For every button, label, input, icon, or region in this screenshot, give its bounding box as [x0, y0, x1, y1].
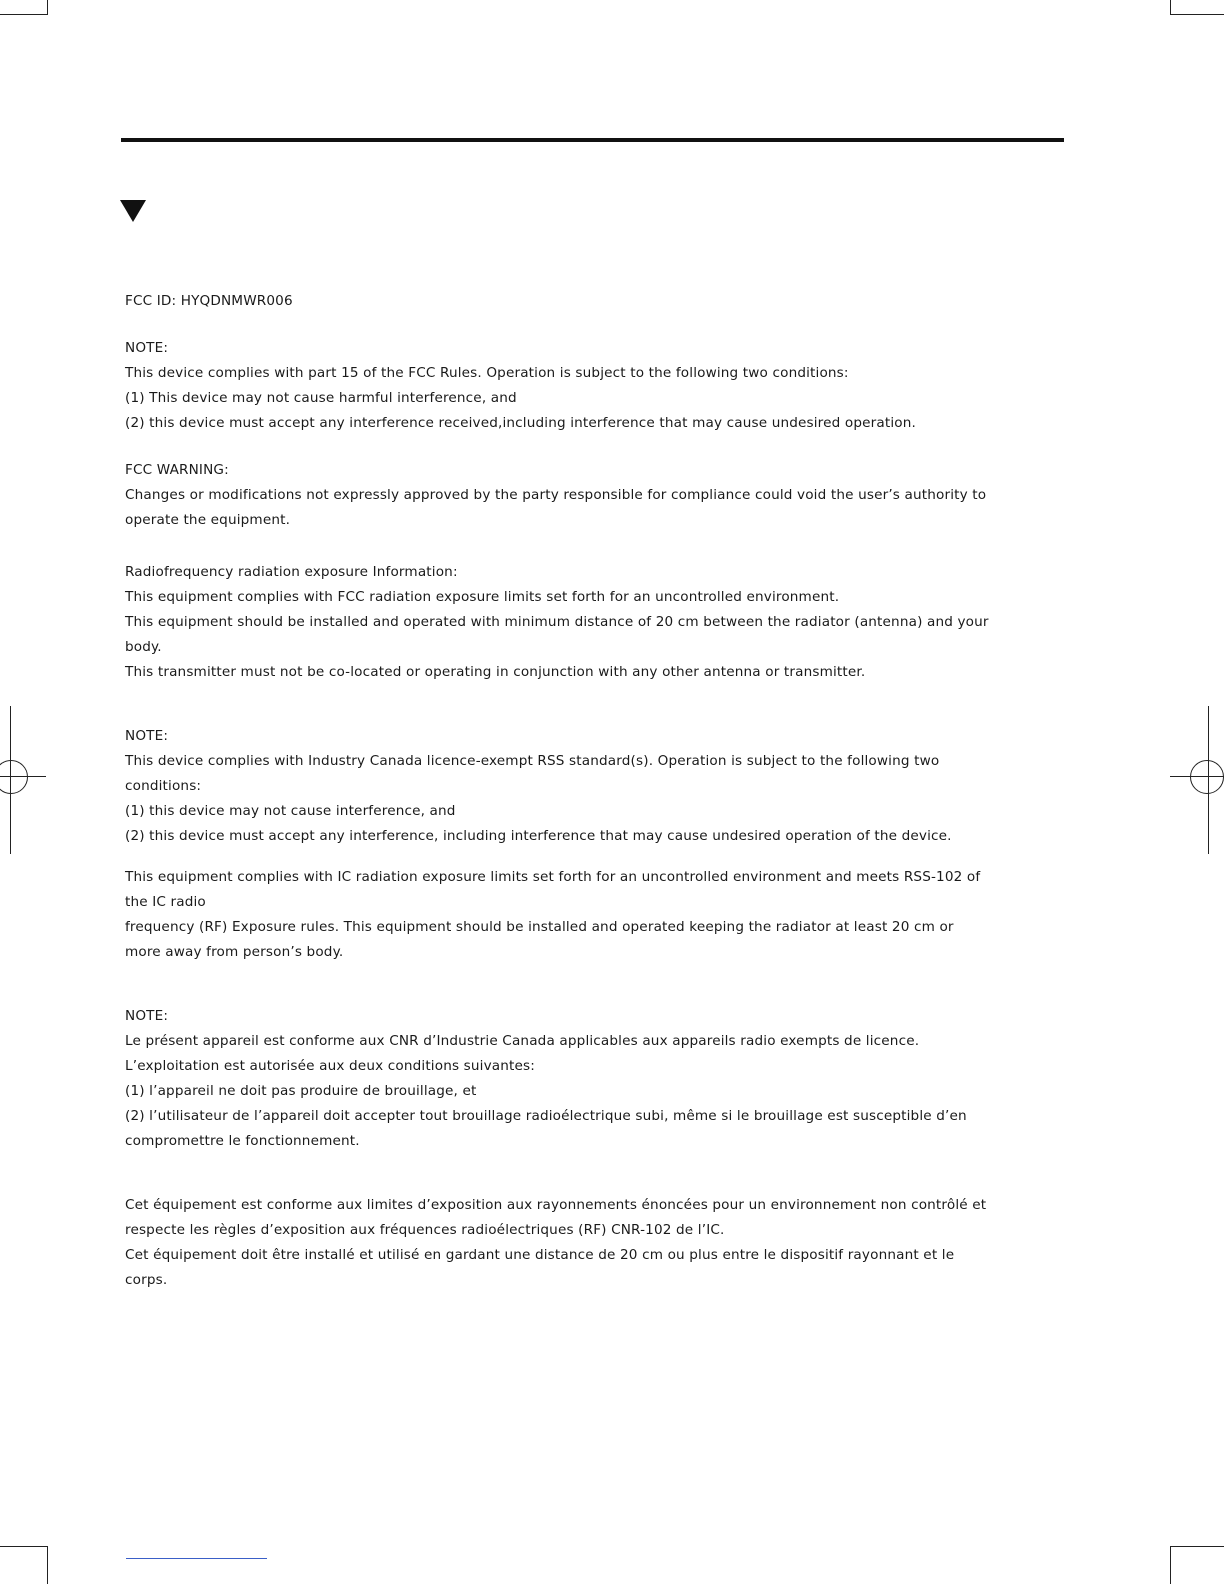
- fr-note-section: [125, 1004, 1045, 1154]
- ic-note-line: conditions:: [125, 778, 202, 794]
- crop-mark-top-left-v: [47, 0, 48, 15]
- fr-note-line: Le présent appareil est conforme aux CNR d’Industrie Canada applicables aux appareils radio exempts de licence.: [125, 1033, 920, 1049]
- ic-exposure-line: more away from person’s body.: [125, 944, 344, 960]
- ic-note-line: This device complies with Industry Canada licence-exempt RSS standard(s). Operation is subject to the following two: [125, 753, 940, 769]
- fcc-warning-line: operate the equipment.: [125, 512, 291, 528]
- rf-exposure-section: [125, 560, 1045, 685]
- ic-exposure-line: frequency (RF) Exposure rules. This equipment should be installed and operated keeping the radiator at least 20 cm or: [125, 919, 954, 935]
- section-marker-triangle-icon: [120, 200, 146, 222]
- header-rule: [121, 138, 1064, 142]
- rf-exposure-line: body.: [125, 639, 162, 655]
- rf-exposure-line: This transmitter must not be co-located or operating in conjunction with any other antenna or transmitter.: [125, 664, 866, 680]
- fr-exposure-line: Cet équipement est conforme aux limites d’exposition aux rayonnements énoncées pour un environnement non contrôlé et: [125, 1197, 987, 1213]
- fcc-note-line: (1) This device may not cause harmful interference, and: [125, 390, 517, 406]
- fr-note-line: (1) l’appareil ne doit pas produire de brouillage, et: [125, 1083, 477, 1099]
- fcc-note-section: [125, 336, 1045, 436]
- fr-note-line: (2) l’utilisateur de l’appareil doit accepter tout brouillage radioélectrique subi, même si le brouillage est susceptible d’en: [125, 1108, 967, 1124]
- ic-note-section: [125, 724, 1045, 849]
- ic-exposure-line: the IC radio: [125, 894, 206, 910]
- registration-left-circle: [0, 760, 28, 794]
- fcc-note-line: This device complies with part 15 of the FCC Rules. Operation is subject to the following two conditions:: [125, 365, 849, 381]
- regulatory-text: [125, 289, 1045, 1293]
- crop-mark-top-right-h: [1170, 14, 1224, 15]
- ic-note-line: (2) this device must accept any interference, including interference that may cause undesired operation of the device.: [125, 828, 952, 844]
- fcc-id: FCC ID: HYQDNMWR006: [125, 293, 293, 309]
- fcc-note-line: (2) this device must accept any interference received,including interference that may cause undesired operation.: [125, 415, 916, 431]
- fr-note-heading: NOTE:: [125, 1008, 169, 1024]
- crop-mark-bottom-right-h: [1170, 1546, 1224, 1547]
- fr-exposure-line: respecte les règles d’exposition aux fréquences radioélectriques (RF) CNR-102 de l’IC.: [125, 1222, 725, 1238]
- ic-exposure-section: [125, 865, 1045, 965]
- fr-exposure-section: [125, 1193, 1045, 1293]
- crop-mark-bottom-right-v: [1170, 1546, 1171, 1584]
- registration-right-circle: [1190, 760, 1224, 794]
- ic-note-heading: NOTE:: [125, 728, 169, 744]
- fcc-warning-heading: FCC WARNING:: [125, 462, 229, 478]
- rf-exposure-heading: Radiofrequency radiation exposure Information:: [125, 564, 458, 580]
- fcc-note-heading: NOTE:: [125, 340, 169, 356]
- rf-exposure-line: This equipment complies with FCC radiation exposure limits set forth for an uncontrolled environment.: [125, 589, 840, 605]
- crop-mark-bottom-left-v: [47, 1546, 48, 1584]
- crop-mark-bottom-left-h: [0, 1546, 48, 1547]
- crop-mark-top-left-h: [0, 14, 48, 15]
- rf-exposure-line: This equipment should be installed and operated with minimum distance of 20 cm between the radiator (antenna) and your: [125, 614, 989, 630]
- footer-line: [126, 1558, 267, 1559]
- fcc-warning-section: [125, 458, 1045, 533]
- ic-exposure-line: This equipment complies with IC radiation exposure limits set forth for an uncontrolled environment and meets RSS-102 of: [125, 869, 981, 885]
- fcc-warning-line: Changes or modifications not expressly approved by the party responsible for compliance could void the user’s authority to: [125, 487, 987, 503]
- fr-note-line: L’exploitation est autorisée aux deux conditions suivantes:: [125, 1058, 535, 1074]
- fr-note-line: compromettre le fonctionnement.: [125, 1133, 360, 1149]
- ic-note-line: (1) this device may not cause interference, and: [125, 803, 456, 819]
- fr-exposure-line: Cet équipement doit être installé et utilisé en gardant une distance de 20 cm ou plus entre le dispositif rayonnant et le: [125, 1247, 955, 1263]
- crop-mark-top-right-v: [1170, 0, 1171, 15]
- fr-exposure-line: corps.: [125, 1272, 168, 1288]
